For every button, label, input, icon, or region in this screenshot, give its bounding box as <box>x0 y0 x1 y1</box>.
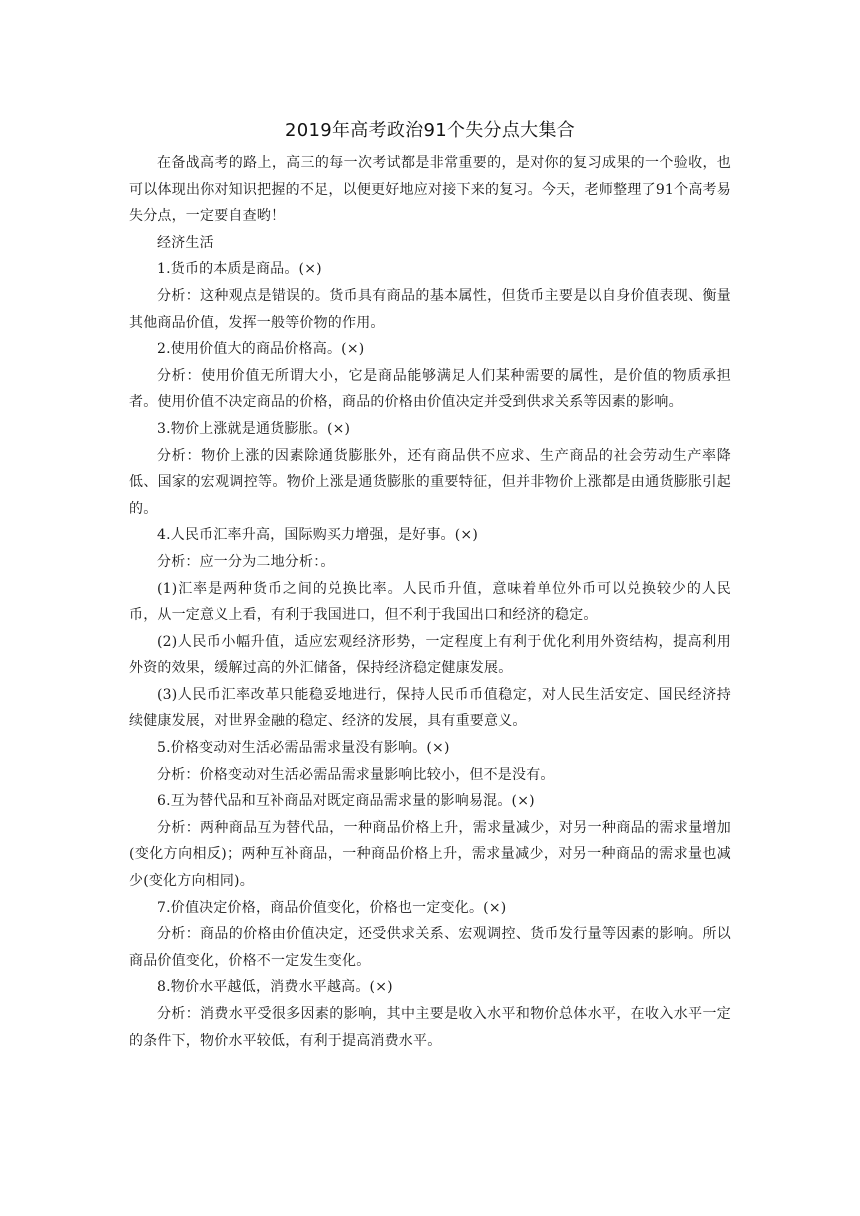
document-title: 2019年高考政治91个失分点大集合 <box>284 120 576 141</box>
item-analysis: 分析：消费水平受很多因素的影响，其中主要是收入水平和物价总体水平，在收入水平一定的条件下，物价水平较低，有利于提高消费水平。 <box>129 1006 731 1049</box>
item-statement: 6.互为替代品和互补商品对既定商品需求量的影响易混。(×) <box>157 793 535 810</box>
item-analysis: 分析：商品的价格由价值决定，还受供求关系、宏观调控、货币发行量等因素的影响。所以商品价值变化，价格不一定发生变化。 <box>129 926 731 969</box>
item-statement: 3.物价上涨就是通货膨胀。(×) <box>157 420 351 437</box>
item-analysis: 分析：使用价值无所谓大小，它是商品能够满足人们某种需要的属性，是价值的物质承担者。使用价值不决定商品的价格，商品的价格由价值决定并受到供求关系等因素的影响。 <box>129 367 731 411</box>
item-analysis: 分析：两种商品互为替代品，一种商品价格上升，需求量减少，对另一种商品的需求量增加(变化方向相反)；两种互补商品，一种商品价格上升，需求量减少，对另一种商品的需求量也减少(变化方向相同)。 <box>129 819 731 890</box>
document-body <box>129 150 731 1054</box>
item-statement: 4.人民币汇率升高，国际购买力增强，是好事。(×) <box>157 527 479 544</box>
item-statement: 5.价格变动对生活必需品需求量没有影响。(×) <box>157 740 450 757</box>
item-analysis: 分析：这种观点是错误的。货币具有商品的基本属性，但货币主要是以自身价值表现、衡量其他商品价值，发挥一般等价物的作用。 <box>129 287 731 331</box>
item-analysis: 分析：物价上涨的因素除通货膨胀外，还有商品供不应求、生产商品的社会劳动生产率降低、国家的宏观调控等。物价上涨是通货膨胀的重要特征，但并非物价上涨都是由通货膨胀引起的。 <box>129 447 731 517</box>
document-page <box>129 118 731 1054</box>
analysis-point: (2)人民币小幅升值，适应宏观经济形势，一定程度上有利于优化利用外资结构，提高利用外资的效果，缓解过高的外汇储备，保持经济稳定健康发展。 <box>129 633 731 677</box>
item-analysis: 分析：价格变动对生活必需品需求量影响比较小，但不是没有。 <box>157 766 555 783</box>
analysis-point: (3)人民币汇率改革只能稳妥地进行，保持人民币币值稳定，对人民生活安定、国民经济持续健康发展，对世界金融的稳定、经济的发展，具有重要意义。 <box>129 686 731 730</box>
item-statement: 7.价值决定价格，商品价值变化，价格也一定变化。(×) <box>157 899 507 916</box>
item-analysis: 分析：应一分为二地分析：。 <box>157 553 335 570</box>
item-statement: 8.物价水平越低，消费水平越高。(×) <box>157 979 393 996</box>
item-statement: 1.货币的本质是商品。(×) <box>157 261 322 278</box>
item-statement: 2.使用价值大的商品价格高。(×) <box>157 341 365 358</box>
analysis-point: (1)汇率是两种货币之间的兑换比率。人民币升值，意味着单位外币可以兑换较少的人民币，从一定意义上看，有利于我国进口，但不利于我国出口和经济的稳定。 <box>129 580 731 624</box>
section-heading: 经济生活 <box>157 234 214 251</box>
intro-paragraph: 在备战高考的路上，高三的每一次考试都是非常重要的，是对你的复习成果的一个验收，也可以体现出你对知识把握的不足，以便更好地应对接下来的复习。今天，老师整理了91个高考易失分点，一定要自查哟！ <box>129 155 731 225</box>
